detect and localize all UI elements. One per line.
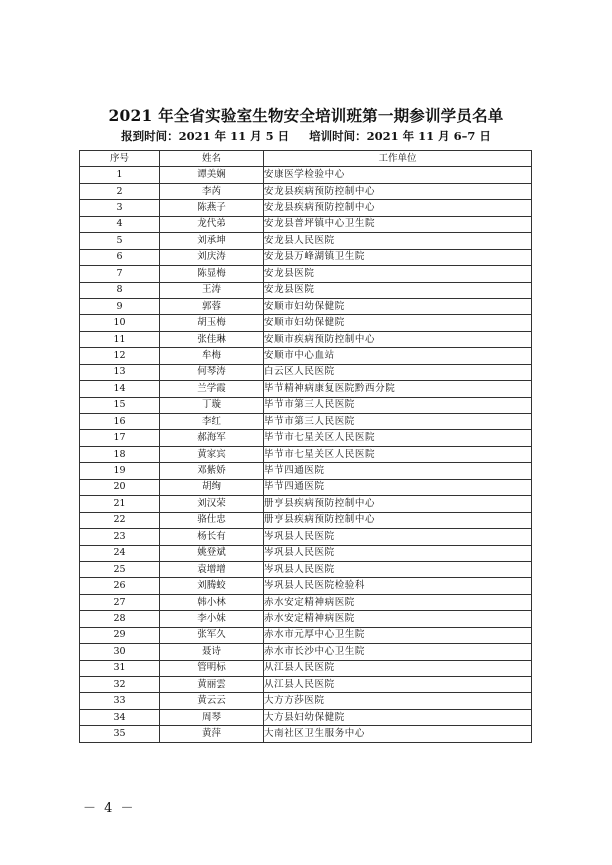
cell-workplace: 大方县妇幼保健院 xyxy=(264,709,532,725)
cell-workplace: 岑巩县人民医院 xyxy=(264,529,532,545)
table-row xyxy=(80,726,532,742)
cell-workplace: 大南社区卫生服务中心 xyxy=(264,726,532,742)
page-number: － 4 － xyxy=(83,801,136,816)
cell-name: 聂诗 xyxy=(160,644,264,660)
cell-workplace: 安顺市妇幼保健院 xyxy=(264,298,532,314)
cell-name: 刘庆涛 xyxy=(160,249,264,265)
cell-serial: 29 xyxy=(80,627,160,643)
header-workplace: 工作单位 xyxy=(264,151,532,167)
cell-name: 陈显梅 xyxy=(160,266,264,282)
cell-name: 黄丽雲 xyxy=(160,677,264,693)
table-row xyxy=(80,594,532,610)
table-row xyxy=(80,331,532,347)
cell-serial: 10 xyxy=(80,315,160,331)
cell-name: 郝海军 xyxy=(160,430,264,446)
table-row xyxy=(80,611,532,627)
cell-serial: 9 xyxy=(80,298,160,314)
cell-workplace: 安龙县医院 xyxy=(264,282,532,298)
cell-workplace: 毕节四通医院 xyxy=(264,463,532,479)
cell-name: 胡绚 xyxy=(160,479,264,495)
cell-workplace: 从江县人民医院 xyxy=(264,677,532,693)
cell-name: 袁增增 xyxy=(160,561,264,577)
cell-workplace: 安龙县人民医院 xyxy=(264,233,532,249)
cell-name: 郭蓉 xyxy=(160,298,264,314)
table-row xyxy=(80,561,532,577)
cell-name: 管明标 xyxy=(160,660,264,676)
cell-workplace: 毕节市第三人民医院 xyxy=(264,414,532,430)
table-row xyxy=(80,529,532,545)
cell-serial: 8 xyxy=(80,282,160,298)
trainee-table xyxy=(79,150,532,743)
cell-name: 姚登斌 xyxy=(160,545,264,561)
cell-serial: 15 xyxy=(80,397,160,413)
cell-name: 刘腾蛟 xyxy=(160,578,264,594)
cell-serial: 13 xyxy=(80,364,160,380)
cell-serial: 35 xyxy=(80,726,160,742)
cell-serial: 25 xyxy=(80,561,160,577)
table-row xyxy=(80,249,532,265)
table-row xyxy=(80,709,532,725)
cell-workplace: 赤水市长沙中心卫生院 xyxy=(264,644,532,660)
table-header-row xyxy=(80,151,532,167)
cell-serial: 26 xyxy=(80,578,160,594)
table-row xyxy=(80,397,532,413)
table-row xyxy=(80,282,532,298)
table-row xyxy=(80,298,532,314)
table-row xyxy=(80,315,532,331)
cell-serial: 30 xyxy=(80,644,160,660)
cell-name: 韩小林 xyxy=(160,594,264,610)
cell-workplace: 毕节精神病康复医院黔西分院 xyxy=(264,381,532,397)
report-time: 报到时间：2021 年 11 月 5 日 xyxy=(121,129,290,143)
cell-serial: 5 xyxy=(80,233,160,249)
cell-name: 龙代弟 xyxy=(160,216,264,232)
cell-serial: 17 xyxy=(80,430,160,446)
table-row xyxy=(80,479,532,495)
cell-name: 刘汉荣 xyxy=(160,496,264,512)
cell-serial: 18 xyxy=(80,446,160,462)
schedule-line xyxy=(0,128,612,144)
table-row xyxy=(80,364,532,380)
table-row xyxy=(80,348,532,364)
cell-workplace: 岑巩县人民医院检验科 xyxy=(264,578,532,594)
cell-workplace: 册亨县疾病预防控制中心 xyxy=(264,496,532,512)
cell-serial: 14 xyxy=(80,381,160,397)
cell-workplace: 岑巩县人民医院 xyxy=(264,545,532,561)
training-time: 培训时间：2021 年 11 月 6–7 日 xyxy=(309,129,491,143)
table-row xyxy=(80,677,532,693)
table-row xyxy=(80,216,532,232)
cell-serial: 24 xyxy=(80,545,160,561)
cell-workplace: 安康医学检验中心 xyxy=(264,167,532,183)
header-name: 姓名 xyxy=(160,151,264,167)
cell-serial: 32 xyxy=(80,677,160,693)
table-row xyxy=(80,183,532,199)
cell-workplace: 毕节市第三人民医院 xyxy=(264,397,532,413)
table-row xyxy=(80,496,532,512)
cell-name: 张军久 xyxy=(160,627,264,643)
table-row xyxy=(80,512,532,528)
cell-serial: 21 xyxy=(80,496,160,512)
cell-workplace: 安龙县普坪镇中心卫生院 xyxy=(264,216,532,232)
cell-name: 邓紫娇 xyxy=(160,463,264,479)
cell-serial: 27 xyxy=(80,594,160,610)
cell-serial: 4 xyxy=(80,216,160,232)
table-row xyxy=(80,644,532,660)
table-row xyxy=(80,381,532,397)
cell-serial: 34 xyxy=(80,709,160,725)
cell-name: 李小妹 xyxy=(160,611,264,627)
cell-name: 杨长有 xyxy=(160,529,264,545)
cell-name: 张佳琳 xyxy=(160,331,264,347)
cell-name: 牟梅 xyxy=(160,348,264,364)
table-row xyxy=(80,266,532,282)
cell-name: 丁璇 xyxy=(160,397,264,413)
cell-serial: 33 xyxy=(80,693,160,709)
cell-workplace: 册亨县疾病预防控制中心 xyxy=(264,512,532,528)
cell-workplace: 白云区人民医院 xyxy=(264,364,532,380)
cell-name: 黄萍 xyxy=(160,726,264,742)
cell-workplace: 大方方莎医院 xyxy=(264,693,532,709)
table-row xyxy=(80,627,532,643)
cell-workplace: 毕节四通医院 xyxy=(264,479,532,495)
cell-name: 黄家宾 xyxy=(160,446,264,462)
cell-serial: 19 xyxy=(80,463,160,479)
table-body xyxy=(80,167,532,742)
cell-serial: 7 xyxy=(80,266,160,282)
cell-workplace: 安顺市疾病预防控制中心 xyxy=(264,331,532,347)
cell-name: 骆仕忠 xyxy=(160,512,264,528)
cell-serial: 23 xyxy=(80,529,160,545)
cell-serial: 3 xyxy=(80,200,160,216)
cell-serial: 12 xyxy=(80,348,160,364)
cell-serial: 31 xyxy=(80,660,160,676)
cell-workplace: 毕节市七星关区人民医院 xyxy=(264,446,532,462)
table-row xyxy=(80,167,532,183)
cell-serial: 6 xyxy=(80,249,160,265)
cell-name: 刘承坤 xyxy=(160,233,264,249)
cell-workplace: 安龙县万峰湖镇卫生院 xyxy=(264,249,532,265)
cell-workplace: 安龙县医院 xyxy=(264,266,532,282)
cell-name: 周琴 xyxy=(160,709,264,725)
cell-workplace: 安龙县疾病预防控制中心 xyxy=(264,183,532,199)
table-row xyxy=(80,693,532,709)
cell-workplace: 毕节市七星关区人民医院 xyxy=(264,430,532,446)
cell-serial: 16 xyxy=(80,414,160,430)
cell-serial: 20 xyxy=(80,479,160,495)
cell-workplace: 安龙县疾病预防控制中心 xyxy=(264,200,532,216)
cell-workplace: 赤水安定精神病医院 xyxy=(264,611,532,627)
cell-workplace: 从江县人民医院 xyxy=(264,660,532,676)
header-serial: 序号 xyxy=(80,151,160,167)
cell-serial: 22 xyxy=(80,512,160,528)
cell-name: 黄云云 xyxy=(160,693,264,709)
table-row xyxy=(80,660,532,676)
cell-serial: 1 xyxy=(80,167,160,183)
cell-name: 李芮 xyxy=(160,183,264,199)
cell-workplace: 岑巩县人民医院 xyxy=(264,561,532,577)
table-row xyxy=(80,414,532,430)
cell-workplace: 赤水市元厚中心卫生院 xyxy=(264,627,532,643)
cell-name: 王涛 xyxy=(160,282,264,298)
cell-workplace: 赤水安定精神病医院 xyxy=(264,594,532,610)
cell-serial: 2 xyxy=(80,183,160,199)
cell-name: 兰学霞 xyxy=(160,381,264,397)
table-row xyxy=(80,463,532,479)
table-row xyxy=(80,446,532,462)
cell-serial: 28 xyxy=(80,611,160,627)
cell-name: 李红 xyxy=(160,414,264,430)
table-row xyxy=(80,430,532,446)
table-row xyxy=(80,545,532,561)
cell-name: 谭美娴 xyxy=(160,167,264,183)
page-title: 2021 年全省实验室生物安全培训班第一期参训学员名单 xyxy=(108,106,504,125)
cell-workplace: 安顺市中心血站 xyxy=(264,348,532,364)
cell-workplace: 安顺市妇幼保健院 xyxy=(264,315,532,331)
table-row xyxy=(80,578,532,594)
cell-name: 胡玉梅 xyxy=(160,315,264,331)
cell-name: 陈燕子 xyxy=(160,200,264,216)
table-row xyxy=(80,233,532,249)
table-row xyxy=(80,200,532,216)
cell-serial: 11 xyxy=(80,331,160,347)
cell-name: 何琴涛 xyxy=(160,364,264,380)
